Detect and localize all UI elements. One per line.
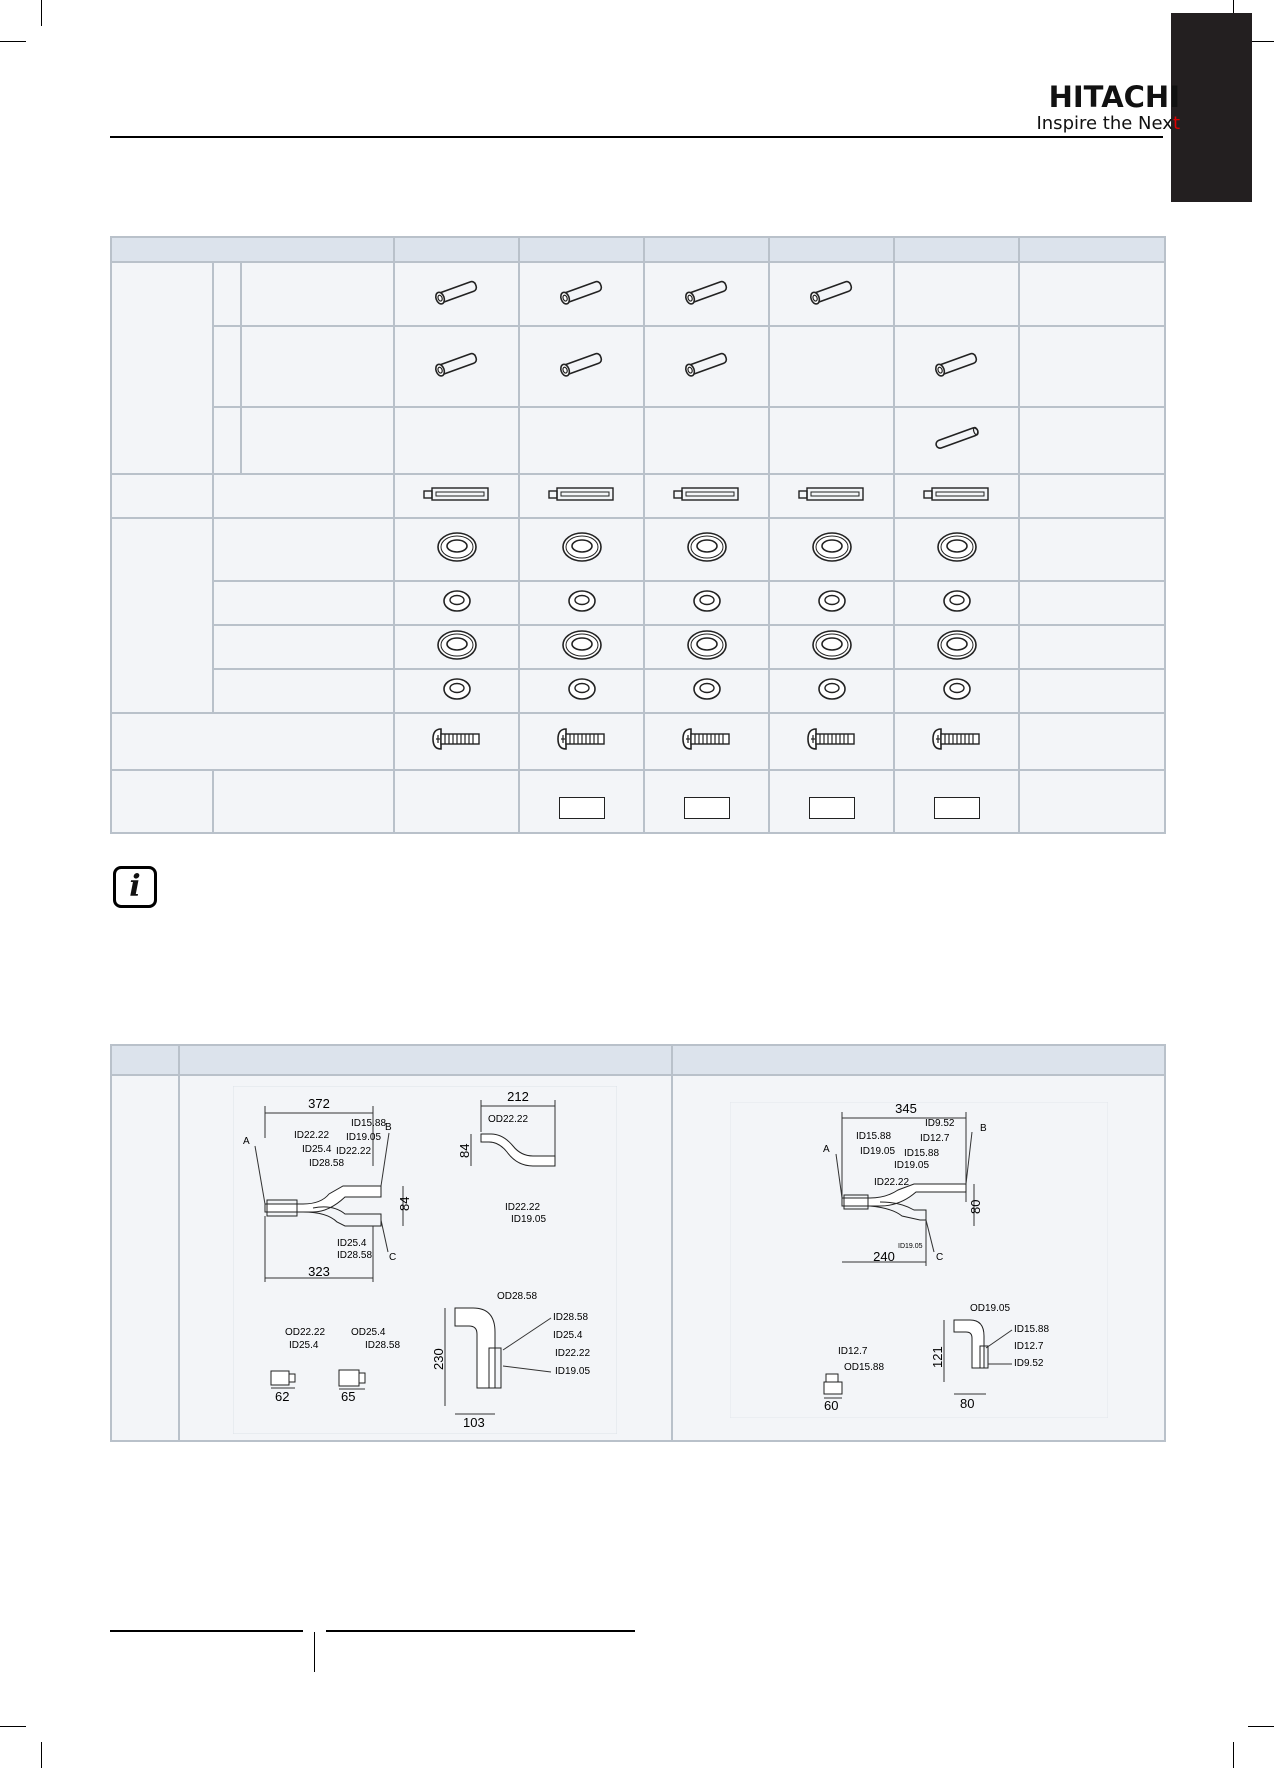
branch-pipe-drawing-small <box>730 1102 1108 1418</box>
header-cell <box>1019 237 1165 262</box>
dim-inner: 323 <box>308 1264 330 1279</box>
reducer-od: OD25.4 <box>351 1327 386 1338</box>
bend-width: 103 <box>463 1415 485 1430</box>
label-box-cell <box>769 770 894 833</box>
bend-width: 80 <box>960 1396 975 1411</box>
bend-height: 230 <box>431 1348 446 1370</box>
bend-od: OD19.05 <box>970 1303 1011 1314</box>
sub-cell <box>213 407 241 474</box>
cable-tie-icon <box>547 486 617 502</box>
cable-tie-icon <box>797 486 867 502</box>
washer-cell <box>394 669 519 713</box>
table-row <box>111 581 1165 625</box>
label-cell <box>241 326 394 407</box>
empty-cell <box>1019 713 1165 770</box>
group-cell <box>111 262 213 474</box>
table-header-row <box>111 1045 1165 1075</box>
pipe-cell <box>769 262 894 326</box>
dim-inner: 240 <box>873 1249 895 1264</box>
reducer-length: 60 <box>824 1398 839 1413</box>
reducer-id: ID12.7 <box>838 1346 868 1357</box>
id-label: ID22.22 <box>294 1130 330 1141</box>
label-c: C <box>389 1252 397 1263</box>
washer-cell <box>894 669 1019 713</box>
washer-icon <box>935 530 979 564</box>
washer-cell <box>519 625 644 669</box>
header-cell <box>769 237 894 262</box>
bend-id: ID9.52 <box>1014 1358 1044 1369</box>
header-cell <box>672 1045 1165 1075</box>
label-a: A <box>823 1144 830 1155</box>
label-box-icon <box>684 797 730 819</box>
screw-cell <box>394 713 519 770</box>
washer-cell <box>394 625 519 669</box>
washer-icon <box>692 677 722 701</box>
pipe-cell <box>394 262 519 326</box>
table-row <box>111 625 1165 669</box>
header-cell <box>394 237 519 262</box>
tie-cell <box>644 474 769 518</box>
washer-cell <box>894 518 1019 581</box>
pipe-cell <box>644 262 769 326</box>
elbow-height: 84 <box>457 1143 472 1158</box>
label-cell <box>213 474 394 518</box>
label-cell <box>241 407 394 474</box>
id-label: ID19.05 <box>346 1132 382 1143</box>
label-cell <box>213 518 394 581</box>
header-cell <box>644 237 769 262</box>
reducer-od: OD22.22 <box>285 1327 326 1338</box>
elbow-od: OD22.22 <box>488 1114 529 1125</box>
washer-icon <box>817 677 847 701</box>
bend-height: 121 <box>930 1346 945 1368</box>
id-label: ID22.22 <box>874 1177 910 1188</box>
washer-icon <box>692 589 722 613</box>
empty-cell <box>519 407 644 474</box>
empty-cell <box>394 407 519 474</box>
washer-cell <box>894 581 1019 625</box>
label-cell <box>213 625 394 669</box>
footer-rule <box>326 1630 635 1632</box>
header-cell <box>894 237 1019 262</box>
header-rule <box>110 136 1163 138</box>
bend-id: ID15.88 <box>1014 1324 1050 1335</box>
dim-overall: 345 <box>895 1102 917 1116</box>
id-label: ID15.88 <box>351 1118 387 1129</box>
logo-tagline: Inspire the Next <box>1036 113 1180 134</box>
washer-icon <box>817 589 847 613</box>
empty-cell <box>394 770 519 833</box>
id-label: ID15.88 <box>856 1131 892 1142</box>
empty-cell <box>1019 407 1165 474</box>
empty-cell <box>769 407 894 474</box>
label-box-cell <box>894 770 1019 833</box>
label-box-icon <box>809 797 855 819</box>
reducer-id: ID25.4 <box>289 1340 319 1351</box>
washer-cell <box>769 581 894 625</box>
washer-cell <box>519 518 644 581</box>
washer-cell <box>769 669 894 713</box>
id-label: ID19.05 <box>894 1160 930 1171</box>
table-row <box>111 518 1165 581</box>
label-b: B <box>980 1123 987 1134</box>
crop-mark <box>0 1726 26 1727</box>
group-cell <box>111 770 213 833</box>
bend-id: ID12.7 <box>1014 1341 1044 1352</box>
empty-cell <box>894 262 1019 326</box>
washer-icon <box>942 677 972 701</box>
screw-icon <box>681 726 733 752</box>
pipe-cell <box>644 326 769 407</box>
empty-cell <box>1019 669 1165 713</box>
elbow-id: ID19.05 <box>511 1214 547 1225</box>
washer-icon <box>810 530 854 564</box>
tie-cell <box>394 474 519 518</box>
reducer-id: ID28.58 <box>365 1340 401 1351</box>
bend-id: ID22.22 <box>555 1348 591 1359</box>
washer-icon <box>567 677 597 701</box>
screw-cell <box>644 713 769 770</box>
bend-id: ID25.4 <box>553 1330 583 1341</box>
table-row <box>111 407 1165 474</box>
pipe-fitting-icon <box>552 344 612 384</box>
screw-cell <box>519 713 644 770</box>
dim-height: 80 <box>968 1199 983 1214</box>
pipe-cell <box>394 326 519 407</box>
washer-cell <box>644 581 769 625</box>
washer-icon <box>442 677 472 701</box>
id-label: ID9.52 <box>925 1118 955 1129</box>
washer-cell <box>769 625 894 669</box>
group-cell <box>111 518 213 713</box>
label-box-icon <box>559 797 605 819</box>
sub-cell <box>213 262 241 326</box>
table-row <box>111 770 1165 833</box>
crop-mark <box>0 41 26 42</box>
id-label: ID12.7 <box>920 1133 950 1144</box>
table-row <box>111 713 1165 770</box>
label-cell <box>213 581 394 625</box>
reducer-length: 65 <box>341 1389 356 1404</box>
washer-icon <box>942 589 972 613</box>
dim-overall: 372 <box>308 1096 330 1111</box>
id-label: ID19.05 <box>860 1146 896 1157</box>
label-cell <box>111 713 394 770</box>
washer-icon <box>685 530 729 564</box>
pipe-cell <box>894 326 1019 407</box>
table-row <box>111 474 1165 518</box>
washer-icon <box>435 530 479 564</box>
pipe-cell <box>519 262 644 326</box>
footer-rule <box>110 1630 303 1632</box>
empty-cell <box>1019 326 1165 407</box>
dim-height: 84 <box>397 1196 412 1211</box>
crop-mark <box>1248 1726 1274 1727</box>
cable-tie-icon <box>422 486 492 502</box>
section-tab <box>1171 13 1252 202</box>
empty-cell <box>1019 770 1165 833</box>
information-icon: i <box>113 866 157 908</box>
table-row <box>111 669 1165 713</box>
table-header-row <box>111 237 1165 262</box>
washer-cell <box>519 669 644 713</box>
id-label: ID22.22 <box>336 1146 372 1157</box>
cable-tie-icon <box>922 486 992 502</box>
label-box-icon <box>934 797 980 819</box>
pipe-fitting-icon <box>677 272 737 312</box>
table-row <box>111 326 1165 407</box>
pipe-fitting-icon <box>927 344 987 384</box>
crop-mark <box>41 0 42 26</box>
washer-icon <box>435 628 479 662</box>
header-cell <box>111 237 394 262</box>
pipe-fitting-icon <box>427 272 487 312</box>
reducer-length: 62 <box>275 1389 290 1404</box>
washer-icon <box>810 628 854 662</box>
screw-icon <box>556 726 608 752</box>
empty-cell <box>1019 625 1165 669</box>
bend-od: OD28.58 <box>497 1291 538 1302</box>
bend-id: ID28.58 <box>553 1312 589 1323</box>
pipe-cell <box>894 407 1019 474</box>
id-label: ID25.4 <box>302 1144 332 1155</box>
tie-cell <box>894 474 1019 518</box>
pipe-cell <box>519 326 644 407</box>
label-c: C <box>936 1252 944 1263</box>
empty-cell <box>1019 262 1165 326</box>
empty-cell <box>1019 518 1165 581</box>
pipe-fitting-icon <box>677 344 737 384</box>
header-cell <box>179 1045 672 1075</box>
empty-cell <box>1019 474 1165 518</box>
elbow-width: 212 <box>507 1089 529 1104</box>
washer-icon <box>442 589 472 613</box>
reducer-od: OD15.88 <box>844 1362 885 1373</box>
table-row <box>111 262 1165 326</box>
screw-cell <box>769 713 894 770</box>
washer-cell <box>394 518 519 581</box>
crop-mark <box>1233 1742 1234 1768</box>
id-label: ID28.58 <box>309 1158 345 1169</box>
pipe-fitting-icon <box>552 272 612 312</box>
label-cell <box>213 770 394 833</box>
id-label: ID19.05 <box>898 1243 923 1250</box>
pipe-fitting-icon <box>927 418 987 458</box>
pipe-fitting-icon <box>802 272 862 312</box>
label-a: A <box>243 1136 250 1147</box>
washer-icon <box>560 628 604 662</box>
empty-cell <box>1019 581 1165 625</box>
elbow-id: ID22.22 <box>505 1202 541 1213</box>
id-label: ID15.88 <box>904 1148 940 1159</box>
label-b: B <box>385 1122 392 1133</box>
washer-cell <box>394 581 519 625</box>
washer-cell <box>894 625 1019 669</box>
washer-cell <box>644 625 769 669</box>
washer-cell <box>769 518 894 581</box>
header-cell <box>111 1045 179 1075</box>
empty-cell <box>644 407 769 474</box>
label-box-cell <box>519 770 644 833</box>
sub-cell <box>213 326 241 407</box>
id-label: ID28.58 <box>337 1250 373 1261</box>
logo-brand: HITACHI <box>1048 80 1180 114</box>
label-cell <box>241 262 394 326</box>
washer-icon <box>935 628 979 662</box>
accessories-table <box>110 236 1166 834</box>
screw-icon <box>431 726 483 752</box>
branch-pipe-drawing-large <box>233 1086 617 1434</box>
washer-icon <box>685 628 729 662</box>
washer-icon <box>567 589 597 613</box>
footer-divider <box>314 1632 315 1672</box>
tie-cell <box>769 474 894 518</box>
crop-mark <box>41 1742 42 1768</box>
label-cell <box>213 669 394 713</box>
group-cell <box>111 474 213 518</box>
hitachi-logo <box>1010 80 1180 134</box>
tie-cell <box>519 474 644 518</box>
screw-cell <box>894 713 1019 770</box>
screw-icon <box>931 726 983 752</box>
washer-cell <box>644 518 769 581</box>
cable-tie-icon <box>672 486 742 502</box>
empty-cell <box>111 1075 179 1441</box>
washer-cell <box>519 581 644 625</box>
header-cell <box>519 237 644 262</box>
washer-icon <box>560 530 604 564</box>
pipe-fitting-icon <box>427 344 487 384</box>
bend-id: ID19.05 <box>555 1366 591 1377</box>
empty-cell <box>769 326 894 407</box>
label-box-cell <box>644 770 769 833</box>
screw-icon <box>806 726 858 752</box>
washer-cell <box>644 669 769 713</box>
id-label: ID25.4 <box>337 1238 367 1249</box>
